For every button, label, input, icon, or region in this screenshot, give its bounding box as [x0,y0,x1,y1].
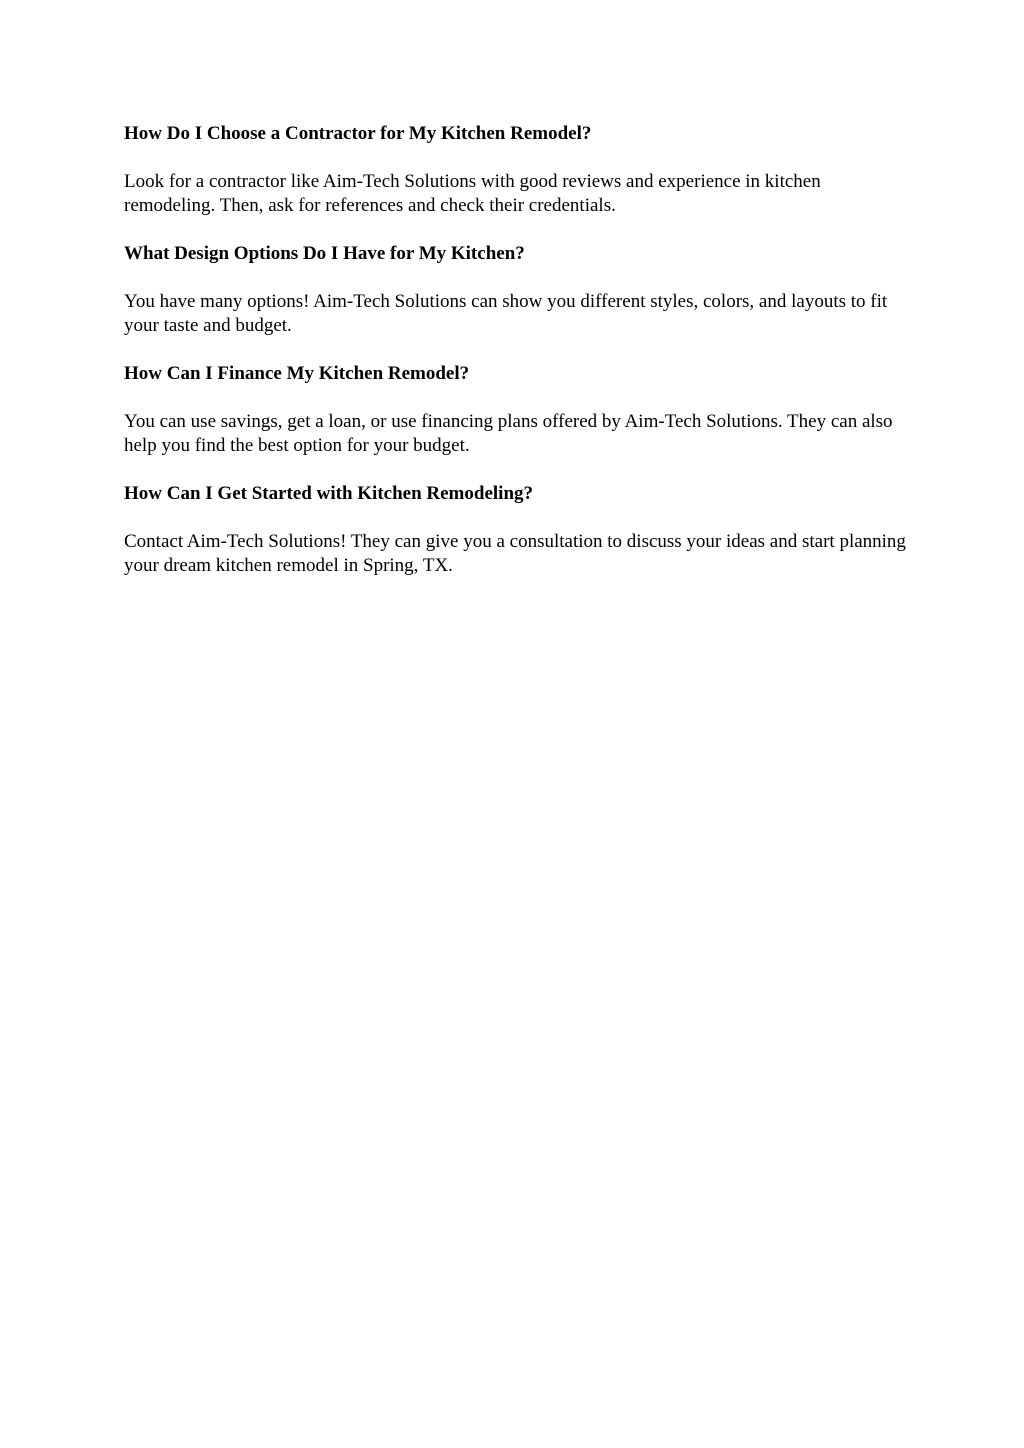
faq-section-design-options [124,242,914,338]
faq-section-get-started [124,482,914,578]
faq-question-financing: How Can I Finance My Kitchen Remodel? [124,363,470,384]
faq-question-get-started: How Can I Get Started with Kitchen Remodeling? [124,483,534,504]
document-content [124,122,914,602]
faq-answer-design-options: You have many options! Aim-Tech Solutions can show you different styles, colors, and layouts to fit your taste and budget. [124,291,888,336]
faq-answer-contractor: Look for a contractor like Aim-Tech Solutions with good reviews and experience in kitchen remodeling. Then, ask for references and check their credentials. [124,171,821,216]
faq-section-financing [124,362,914,458]
faq-answer-get-started: Contact Aim-Tech Solutions! They can give you a consultation to discuss your ideas and start planning your dream kitchen remodel in Spring, TX. [124,531,906,576]
faq-question-design-options: What Design Options Do I Have for My Kitchen? [124,243,525,264]
faq-section-contractor [124,122,914,218]
faq-answer-financing: You can use savings, get a loan, or use financing plans offered by Aim-Tech Solutions. They can also help you find the best option for your budget. [124,411,893,456]
faq-question-contractor: How Do I Choose a Contractor for My Kitchen Remodel? [124,123,592,144]
